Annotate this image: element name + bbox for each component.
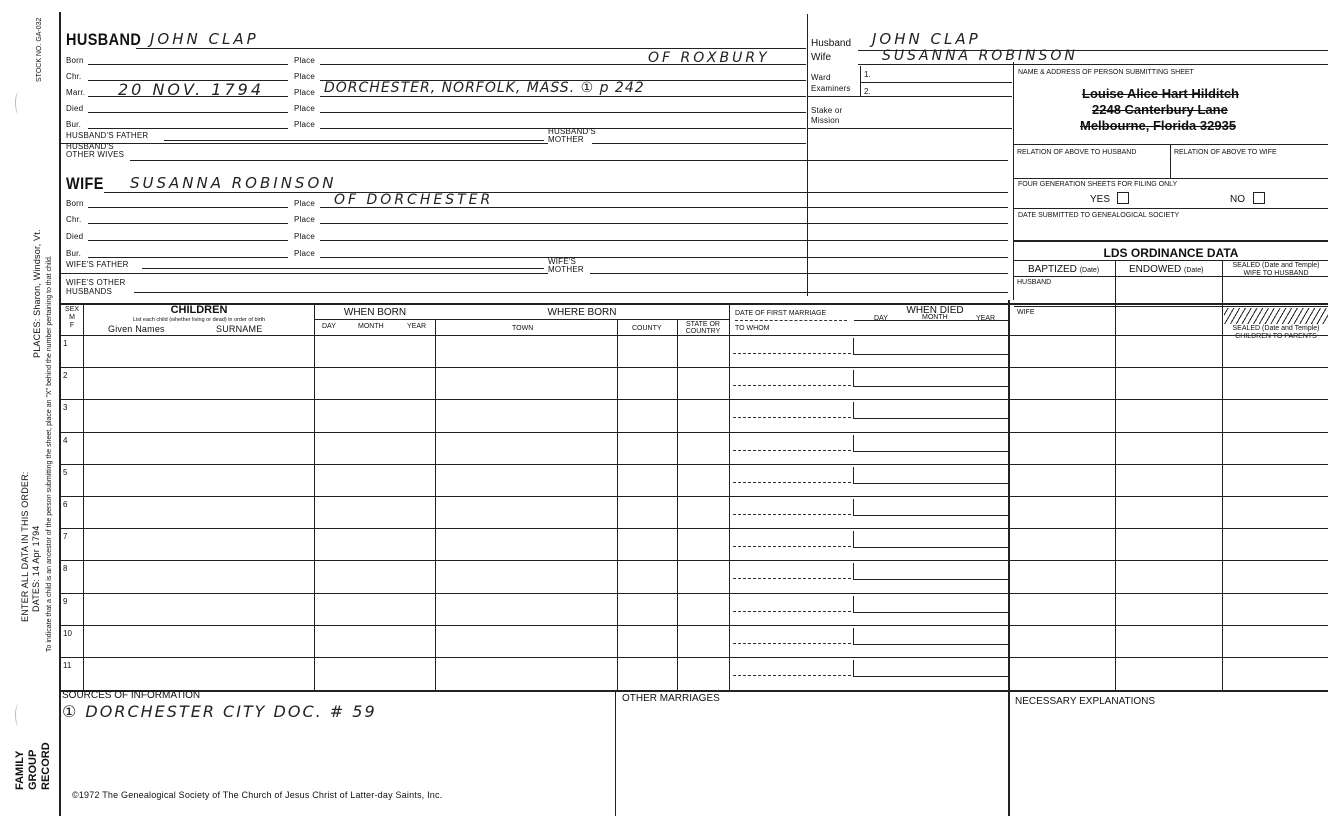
wife-bur-line: [88, 257, 288, 258]
child-row-number: 7: [63, 532, 68, 541]
husband-died-place-line: [320, 112, 806, 113]
died-day-header: DAY: [874, 315, 888, 322]
examiner-1: 1.: [864, 70, 872, 79]
husband-father-line: [164, 140, 544, 141]
rh-husband-name: JOHN CLAP: [872, 30, 981, 48]
husband-name-line: [136, 48, 806, 49]
born-year-header: YEAR: [407, 323, 427, 330]
four-gen-bottom-line: [1014, 208, 1328, 209]
submitter-left-border: [1013, 62, 1014, 300]
child-row-number: 8: [63, 564, 68, 573]
first-marriage-dash: [735, 320, 847, 321]
husband-bur-place-label: Place: [294, 120, 316, 129]
husband-born-label: Born: [66, 56, 84, 65]
where-born-header: WHERE BORN: [547, 307, 617, 318]
husband-mother-label: HUSBAND'S MOTHER: [548, 127, 596, 144]
child-row-separator: [60, 432, 1328, 433]
ward-divider: [860, 66, 861, 96]
lds-header-line: [1014, 276, 1328, 277]
col-sex: [83, 304, 84, 690]
died-line: [853, 579, 1008, 580]
husband-died-label: Died: [66, 104, 84, 113]
col-names: [314, 304, 315, 690]
born-day-header: DAY: [322, 323, 336, 330]
died-line: [853, 386, 1008, 387]
husband-marr-place-line: [320, 96, 806, 97]
four-gen-label: FOUR GENERATION SHEETS FOR FILING ONLY: [1018, 181, 1178, 188]
wife-chr-place-line: [320, 223, 1008, 224]
marriage-date-dash: [733, 385, 851, 386]
wife-born-place-label: Place: [294, 199, 316, 208]
wife-mother-line: [590, 273, 1008, 274]
marriage-date-dash: [733, 643, 851, 644]
to-whom-header: TO WHOM: [735, 325, 770, 332]
relation-wife-label: RELATION OF ABOVE TO WIFE: [1174, 149, 1277, 156]
wife-bur-place-line: [320, 257, 1008, 258]
wife-chr-label: Chr.: [66, 215, 82, 224]
wife-died-place-label: Place: [294, 232, 316, 241]
form-title-record: RECORD: [40, 742, 52, 790]
husband-mother-line: [592, 143, 806, 144]
died-bracket: [853, 563, 854, 579]
wife-name-value: SUSANNA ROBINSON: [130, 174, 337, 192]
wife-label: WIFE: [66, 174, 104, 193]
died-bracket: [853, 531, 854, 547]
state-header: STATE OR COUNTRY: [685, 321, 721, 335]
husband-chr-place-label: Place: [294, 72, 316, 81]
wife-born-label: Born: [66, 199, 84, 208]
lds-husband-label: HUSBAND: [1017, 279, 1052, 286]
children-list-note: List each child (whether living or dead) in order of birth: [132, 317, 266, 323]
baptized-label: BAPTIZED (Date): [1028, 264, 1100, 275]
wife-mother-label: WIFE'S MOTHER: [548, 257, 584, 274]
child-row-number: 11: [63, 661, 72, 670]
surname-header: SURNAME: [216, 324, 263, 334]
child-row-number: 3: [63, 403, 68, 412]
husband-born-place-value: OF ROXBURY: [648, 50, 770, 66]
born-month-header: MONTH: [358, 323, 384, 330]
died-line: [853, 483, 1008, 484]
enter-order-note: ENTER ALL DATA IN THIS ORDER:: [20, 471, 30, 622]
copyright: ©1972 The Genealogical Society of The Church of Jesus Christ of Latter-day Saints, Inc.: [72, 790, 443, 800]
necessary-explanations-label: NECESSARY EXPLANATIONS: [1015, 696, 1156, 707]
wife-born-line: [88, 207, 288, 208]
county-header: COUNTY: [632, 325, 662, 332]
died-line: [853, 451, 1008, 452]
died-line: [853, 515, 1008, 516]
date-submitted-label: DATE SUBMITTED TO GENEALOGICAL SOCIETY: [1018, 212, 1180, 219]
date-submitted-bottom-line: [1014, 240, 1328, 242]
husband-label: HUSBAND: [66, 30, 142, 49]
rh-husband-label: Husband: [811, 38, 852, 49]
form-title-family: FAMILY: [14, 750, 26, 790]
died-bracket: [853, 370, 854, 386]
husband-marr-place-label: Place: [294, 88, 316, 97]
four-gen-no-label: NO: [1230, 194, 1245, 205]
died-bracket: [853, 499, 854, 515]
wife-other-husbands-label: WIFE'S OTHER HUSBANDS: [66, 278, 126, 296]
child-row-number: 6: [63, 500, 68, 509]
col-state: [729, 304, 730, 690]
ward-bottom-line: [808, 96, 1012, 97]
submitter-street: 2248 Canterbury Lane: [1092, 102, 1228, 117]
wife-bur-place-label: Place: [294, 249, 316, 258]
died-line: [853, 354, 1008, 355]
lds-title: LDS ORDINANCE DATA: [1103, 246, 1239, 260]
child-row-separator: [60, 399, 1328, 400]
lds-husband-line: [1014, 306, 1328, 307]
given-names-header: Given Names: [108, 324, 165, 334]
col-when-born: [435, 319, 436, 690]
husband-other-wives-line: [130, 160, 1008, 161]
child-row-separator: [60, 625, 1328, 626]
four-gen-yes-checkbox[interactable]: [1117, 192, 1129, 204]
child-row-number: 9: [63, 597, 68, 606]
husband-other-wives-label: HUSBAND'S OTHER WIVES: [66, 142, 125, 159]
husband-father-divider: [60, 143, 548, 144]
child-row-separator: [60, 464, 1328, 465]
marriage-date-dash: [733, 417, 851, 418]
footer-divider: [615, 690, 616, 816]
when-born-header: WHEN BORN: [343, 307, 407, 318]
husband-bur-line: [88, 128, 288, 129]
died-bracket: [853, 435, 854, 451]
husband-chr-label: Chr.: [66, 72, 82, 81]
submitter-name: Louise Alice Hart Hilditch: [1082, 86, 1239, 101]
sex-header: SEX M F: [64, 306, 79, 329]
child-row-separator: [60, 496, 1328, 497]
wife-other-husbands-line: [134, 292, 1008, 293]
examiner-2: 2.: [864, 87, 872, 96]
wife-died-line: [88, 240, 288, 241]
relation-bottom-line: [1014, 178, 1328, 179]
sealed-children-label: SEALED (Date and Temple) CHILDREN TO PARENTS: [1232, 325, 1320, 340]
col-town: [617, 319, 618, 690]
child-row-separator: [60, 593, 1328, 594]
died-bracket: [853, 628, 854, 644]
child-row-number: 2: [63, 371, 68, 380]
wife-name-line: [104, 192, 1008, 193]
sealed-hatch: [1224, 308, 1328, 324]
form-title-group: GROUP: [27, 749, 39, 790]
children-header: CHILDREN: [170, 304, 228, 316]
child-row-number: 4: [63, 436, 68, 445]
died-year-header: YEAR: [976, 315, 996, 322]
sources-value: ① DORCHESTER CITY DOC. # 59: [62, 702, 377, 721]
marriage-date-dash: [733, 450, 851, 451]
child-row-separator: [60, 657, 1328, 658]
wife-father-label: WIFE'S FATHER: [66, 260, 129, 269]
wife-died-label: Died: [66, 232, 84, 241]
punch-hole-mark: [15, 704, 22, 726]
relation-divider: [1170, 144, 1171, 178]
stock-number: STOCK NO. GA-032: [36, 17, 43, 82]
husband-father-label: HUSBAND'S FATHER: [66, 131, 149, 140]
died-line: [853, 676, 1008, 677]
rh-wife-label: Wife: [811, 52, 831, 63]
wife-father-divider: [60, 273, 548, 274]
marriage-date-dash: [733, 514, 851, 515]
child-row-number: 10: [63, 629, 72, 638]
died-month-header: MONTH: [922, 314, 948, 321]
child-row-separator: [60, 560, 1328, 561]
four-gen-no-checkbox[interactable]: [1253, 192, 1265, 204]
died-line: [853, 547, 1008, 548]
marriage-date-dash: [733, 482, 851, 483]
child-row-separator: [60, 367, 1328, 368]
left-border: [59, 12, 61, 816]
died-line: [853, 612, 1008, 613]
husband-marr-place-value: DORCHESTER, NORFOLK, MASS. ① p 242: [324, 80, 645, 96]
sources-label: SOURCES OF INFORMATION: [62, 690, 201, 701]
right-header-divider: [807, 14, 808, 296]
child-row-number: 5: [63, 468, 68, 477]
died-bracket: [853, 660, 854, 676]
child-row-separator: [60, 528, 1328, 529]
relation-husband-label: RELATION OF ABOVE TO HUSBAND: [1017, 149, 1137, 156]
town-header: TOWN: [512, 325, 534, 332]
submitter-label: NAME & ADDRESS OF PERSON SUBMITTING SHEET: [1018, 69, 1194, 76]
wife-died-place-line: [320, 240, 1008, 241]
born-sub-line: [315, 319, 729, 320]
four-gen-yes-label: YES: [1090, 194, 1111, 205]
died-bracket: [853, 596, 854, 612]
examiners-label: Examiners: [811, 84, 851, 93]
marriage-date-dash: [733, 578, 851, 579]
first-marriage-header: DATE OF FIRST MARRIAGE: [735, 310, 827, 317]
stake-mission-label: Stake or Mission: [811, 106, 843, 125]
children-bottom-line: [60, 690, 1328, 692]
when-died-header: WHEN DIED: [906, 305, 964, 316]
died-line: [853, 418, 1008, 419]
examiner-split: [860, 82, 1012, 83]
places-note: PLACES: Sharon, Windsor, Vt.: [32, 229, 42, 358]
husband-bur-label: Bur.: [66, 120, 82, 129]
died-bracket: [853, 467, 854, 483]
wife-chr-line: [88, 223, 288, 224]
other-marriages-label: OTHER MARRIAGES: [622, 693, 720, 704]
wife-born-place-value: OF DORCHESTER: [334, 192, 494, 208]
husband-died-line: [88, 112, 288, 113]
dates-note: DATES: 14 Apr 1794: [31, 525, 41, 612]
husband-born-place-label: Place: [294, 56, 316, 65]
rh-wife-name: SUSANNA ROBINSON: [882, 48, 1078, 64]
submitter-city: Melbourne, Florida 32935: [1080, 118, 1237, 133]
marriage-date-dash: [733, 546, 851, 547]
lds-title-line: [1014, 260, 1328, 261]
marriage-date-dash: [733, 675, 851, 676]
died-bracket: [853, 402, 854, 418]
rh-wife-line: [858, 64, 1328, 65]
lds-wife-label: WIFE: [1017, 309, 1035, 316]
died-line: [853, 644, 1008, 645]
submitter-divider: [1014, 144, 1328, 145]
husband-died-place-label: Place: [294, 104, 316, 113]
died-bracket: [853, 338, 854, 354]
marriage-date-dash: [733, 611, 851, 612]
marriage-date-dash: [733, 353, 851, 354]
husband-born-line: [88, 64, 288, 65]
child-row-number: 1: [63, 339, 68, 348]
punch-hole-mark: [15, 92, 22, 114]
sealed-wife-label: SEALED (Date and Temple) WIFE TO HUSBAND: [1232, 262, 1320, 277]
wife-bur-label: Bur.: [66, 249, 82, 258]
wife-father-line: [142, 268, 544, 269]
stake-bottom-line: [808, 128, 1012, 129]
ancestor-instruction: To indicate that a child is an ancestor of the person submitting the sheet, place an "X" behind the number pertaining to that child.: [46, 255, 53, 652]
endowed-label: ENDOWED (Date): [1129, 264, 1204, 275]
children-header-bottom: [60, 335, 1328, 336]
died-sub-line: [854, 320, 1008, 321]
ward-label: Ward: [811, 73, 831, 82]
lds-divider: [1008, 300, 1010, 816]
wife-chr-place-label: Place: [294, 215, 316, 224]
husband-name-value: JOHN CLAP: [150, 30, 259, 48]
husband-marr-label: Marr.: [66, 88, 86, 97]
col-county: [677, 319, 678, 690]
husband-marr-date: 20 NOV. 1794: [118, 80, 265, 99]
